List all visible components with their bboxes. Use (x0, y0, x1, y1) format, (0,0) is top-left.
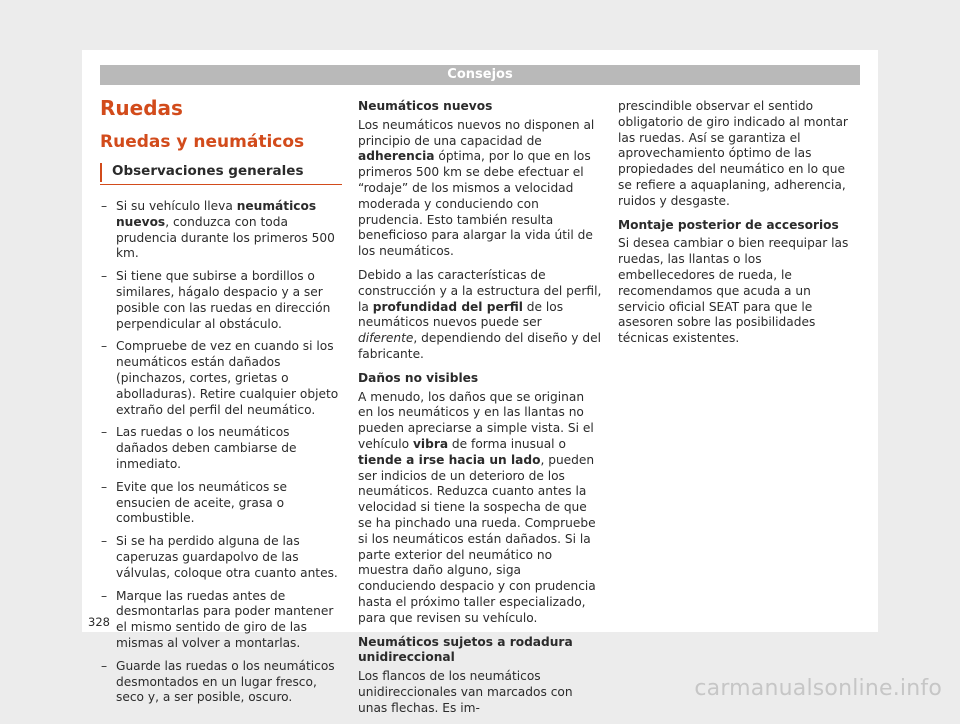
paragraph-rodaje: Los neumáticos nuevos no disponen al principio de una capacidad de adherencia óptima, por lo que en los primeros 500 km se debe efectuar el “rodaje” de los mismos a velocidad moderada y conduciendo con prudencia. Esto también resulta beneficioso para alargar la vida útil de los neumáticos. (358, 117, 595, 259)
column-right (618, 99, 860, 355)
watermark: carmanualsonline.info (694, 676, 942, 701)
subheading-danos-no-visibles: Daños no visibles (358, 370, 479, 385)
section-title: Observaciones generales (100, 163, 342, 185)
list-item: – Si tiene que subirse a bordillos o similares, hágalo despacio y a ser posible con las ruedas en dirección perpendicular al obstáculo. (100, 269, 342, 332)
subheading-unidireccionales: Neumáticos sujetos a rodadura unidireccional (358, 634, 573, 665)
paragraph-danos: A menudo, los daños que se originan en los neumáticos y en las llantas no pueden apreciarse a simple vista. Si el vehículo vibra de forma inusual o tiende a irse hacia un lado, pueden ser indicios de un deterioro de los neumáticos. Reduzca cuanto antes la velocidad si tiene la sospecha de que se ha pinchado una rueda. Compruebe si los neumáticos están dañados. Si la parte exterior del neumático no muestra daño alguno, siga conduciendo despacio y con prudencia hasta el próximo taller especializado, para que revisen su vehículo. (358, 389, 596, 625)
list-item: – Si su vehículo lleva neumáticos nuevos, conduzca con toda prudencia durante los primeros 500 km. (100, 199, 342, 262)
column-left (100, 96, 342, 713)
paragraph-unidireccionales: Los flancos de los neumáticos unidireccionales van marcados con unas flechas. Es im- (358, 669, 573, 715)
list-item: – Las ruedas o los neumáticos dañados deben cambiarse de inmediato. (100, 425, 342, 472)
paragraph-profundidad: Debido a las características de construcción y a la estructura del perfil, la profundidad del perfil de los neumáticos nuevos puede ser diferente, dependiendo del diseño y del fabricante. (358, 267, 602, 361)
paragraph-montaje: Si desea cambiar o bien reequipar las ruedas, las llantas o los embellecedores de rueda, le recomendamos que acuda a un servicio oficial SEAT para que le asesoren sobre las posibilidades técnicas existentes. (618, 236, 849, 346)
subheading-montaje-accesorios: Montaje posterior de accesorios (618, 217, 839, 232)
column-middle (358, 99, 602, 724)
chapter-header: Consejos (100, 65, 860, 85)
heading-ruedas: Ruedas (100, 96, 183, 120)
list-item: – Si se ha perdido alguna de las caperuzas guardapolvo de las válvulas, coloque otra cuanto antes. (100, 534, 342, 581)
page-number: 328 (88, 615, 110, 629)
paragraph-continuacion: prescindible observar el sentido obligatorio de giro indicado al montar las ruedas. Así se garantiza el aprovechamiento óptimo de las propiedades del neumático en lo que se refiere a aquaplaning, adherencia, ruidos y desgaste. (618, 99, 848, 208)
list-item: – Evite que los neumáticos se ensucien de aceite, grasa o combustible. (100, 480, 342, 527)
subheading-neumaticos-nuevos: Neumáticos nuevos (358, 99, 493, 113)
tips-list (100, 199, 342, 706)
list-item: – Guarde las ruedas o los neumáticos desmontados en un lugar fresco, seco y, a ser posible, oscuro. (100, 659, 342, 706)
list-item: – Marque las ruedas antes de desmontarlas para poder mantener el mismo sentido de giro de las mismas al volver a montarlas. (100, 589, 342, 652)
list-item: – Compruebe de vez en cuando si los neumáticos están dañados (pinchazos, cortes, grietas o abolladuras). Retire cualquier objeto extraño del perfil del neumático. (100, 339, 342, 418)
heading-ruedas-y-neumaticos: Ruedas y neumáticos (100, 132, 305, 152)
